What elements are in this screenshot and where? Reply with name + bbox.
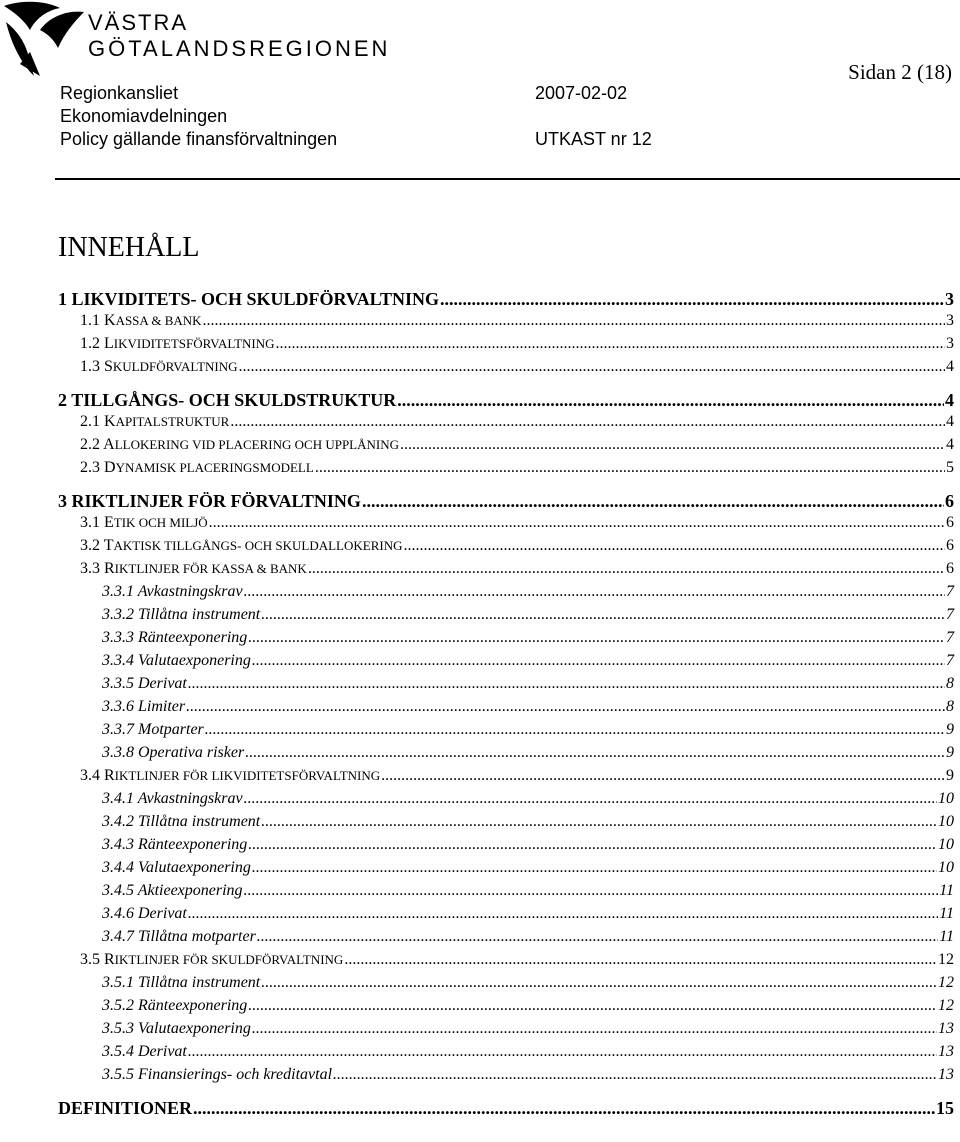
toc-entry-initial: S bbox=[104, 358, 113, 375]
toc-dot-leader bbox=[344, 951, 937, 969]
toc-dot-leader bbox=[252, 652, 945, 670]
toc-entry[interactable] bbox=[58, 997, 954, 1020]
toc-entry[interactable] bbox=[58, 436, 954, 459]
toc-entry-number: 3.2 bbox=[80, 537, 100, 554]
toc-entry-number: 2 bbox=[58, 390, 67, 410]
toc-entry-label bbox=[58, 1098, 192, 1119]
toc-dot-leader bbox=[276, 335, 945, 353]
toc-dot-leader bbox=[248, 997, 937, 1015]
toc-page-number: 12 bbox=[938, 974, 954, 991]
toc-entry-label bbox=[80, 537, 403, 555]
page-number: Sidan 2 (18) bbox=[848, 60, 952, 84]
toc-entry-label bbox=[58, 491, 361, 512]
toc-entry-label bbox=[80, 767, 380, 785]
toc-entry[interactable] bbox=[58, 459, 954, 482]
toc-entry-label bbox=[80, 514, 208, 532]
toc-page-number: 9 bbox=[946, 767, 954, 784]
toc-entry[interactable] bbox=[58, 905, 954, 928]
toc-entry[interactable] bbox=[58, 537, 954, 560]
toc-entry-label bbox=[80, 335, 275, 353]
toc-page-number: 6 bbox=[945, 491, 954, 511]
toc-entry-label: 3.3.8 Operativa risker bbox=[102, 744, 245, 761]
toc-dot-leader bbox=[239, 358, 945, 376]
toc-page-number: 3 bbox=[945, 289, 954, 309]
toc-dot-leader bbox=[188, 1043, 937, 1061]
toc-entry[interactable] bbox=[58, 1020, 954, 1043]
toc-entry-initial: L bbox=[104, 335, 114, 352]
toc-entry[interactable] bbox=[58, 744, 954, 767]
toc-entry-label: 3.3.4 Valutaexponering bbox=[102, 652, 251, 669]
toc-entry-label bbox=[80, 951, 343, 969]
toc-entry[interactable] bbox=[58, 813, 954, 836]
toc-entry-initial: R bbox=[104, 951, 115, 968]
toc-entry-label: 3.3.6 Limiter bbox=[102, 698, 186, 715]
toc-dot-leader bbox=[362, 491, 944, 512]
toc-entry-label bbox=[80, 459, 314, 477]
toc-entry-initial: K bbox=[104, 312, 116, 329]
toc-page-number: 11 bbox=[939, 882, 954, 899]
toc-page-number: 7 bbox=[946, 606, 954, 623]
toc-entry-label: 3.4.2 Tillåtna instrument bbox=[102, 813, 261, 830]
toc-page-number: 11 bbox=[939, 928, 954, 945]
logo-text-line1: VÄSTRA bbox=[88, 10, 189, 35]
toc-entry[interactable] bbox=[58, 928, 954, 951]
toc-entry-number: 3.3 bbox=[80, 560, 100, 577]
toc-dot-leader bbox=[252, 859, 937, 877]
toc-entry[interactable] bbox=[58, 514, 954, 537]
document-date: 2007-02-02 bbox=[535, 83, 628, 103]
toc-entry[interactable] bbox=[58, 583, 954, 606]
toc-dot-leader bbox=[252, 1020, 937, 1038]
toc-entry-label: 3.5.4 Derivat bbox=[102, 1043, 187, 1060]
toc-dot-leader bbox=[244, 882, 939, 900]
toc-entry-label: 3.3.3 Ränteexponering bbox=[102, 629, 248, 646]
toc-entry-label: 3.4.3 Ränteexponering bbox=[102, 836, 248, 853]
toc-dot-leader bbox=[188, 905, 938, 923]
organization-logo bbox=[0, 0, 391, 80]
toc-entry-label bbox=[80, 358, 238, 376]
logo-text-line2: GÖTALANDSREGIONEN bbox=[88, 36, 391, 61]
toc-entry-initial: T bbox=[103, 537, 114, 554]
toc-entry-text: RIKTLINJER FÖR FÖRVALTNING bbox=[71, 491, 361, 511]
toc-entry[interactable] bbox=[58, 358, 954, 381]
toc-entry-text: LIKVIDITETS- OCH SKULDFÖRVALTNING bbox=[71, 289, 439, 309]
toc-dot-leader bbox=[186, 698, 945, 716]
toc-title: INNEHÅLL bbox=[58, 232, 200, 263]
toc-entry[interactable] bbox=[58, 1098, 954, 1121]
toc-entry-number: 2.1 bbox=[80, 413, 100, 430]
toc-entry-label: 3.4.6 Derivat bbox=[102, 905, 187, 922]
toc-dot-leader bbox=[244, 583, 945, 601]
toc-entry[interactable] bbox=[58, 721, 954, 744]
toc-entry-initial: R bbox=[104, 767, 115, 784]
toc-page-number: 10 bbox=[938, 790, 954, 807]
toc-dot-leader bbox=[248, 629, 945, 647]
toc-dot-leader bbox=[404, 537, 946, 555]
toc-entry-smallcaps: LLOKERING VID PLACERING OCH UPPLÅNING bbox=[114, 437, 399, 452]
toc-page-number: 3 bbox=[946, 312, 954, 329]
toc-page-number: 7 bbox=[946, 629, 954, 646]
toc-dot-leader bbox=[261, 974, 937, 992]
toc-entry[interactable] bbox=[58, 335, 954, 358]
toc-entry-smallcaps: TIK OCH MILJÖ bbox=[113, 515, 208, 530]
toc-entry[interactable] bbox=[58, 859, 954, 882]
toc-entry-label: 3.3.2 Tillåtna instrument bbox=[102, 606, 261, 623]
toc-entry-smallcaps: IKTLINJER FÖR KASSA & BANK bbox=[114, 561, 307, 576]
toc-entry-smallcaps: AKTISK TILLGÅNGS- OCH SKULDALLOKERING bbox=[113, 538, 403, 553]
toc-dot-leader bbox=[381, 767, 945, 785]
toc-entry-label: 3.4.4 Valutaexponering bbox=[102, 859, 251, 876]
toc-entry-initial: K bbox=[104, 413, 116, 430]
toc-entry[interactable] bbox=[58, 790, 954, 813]
toc-page-number: 4 bbox=[945, 390, 954, 410]
toc-page-number: 15 bbox=[936, 1098, 954, 1118]
toc-entry-smallcaps: IKTLINJER FÖR LIKVIDITETSFÖRVALTNING bbox=[114, 768, 381, 783]
toc-entry[interactable] bbox=[58, 1043, 954, 1066]
toc-page-number: 6 bbox=[946, 560, 954, 577]
toc-entry-number: 3.5 bbox=[80, 951, 100, 968]
toc-entry-smallcaps: APITALSTRUKTUR bbox=[115, 414, 230, 429]
table-of-contents bbox=[58, 280, 954, 1121]
toc-entry-label: 3.3.5 Derivat bbox=[102, 675, 187, 692]
toc-entry[interactable] bbox=[58, 413, 954, 436]
toc-entry-label: 3.5.1 Tillåtna instrument bbox=[102, 974, 261, 991]
toc-entry-smallcaps: YNAMISK PLACERINGSMODELL bbox=[115, 460, 314, 475]
toc-page-number: 10 bbox=[938, 813, 954, 830]
toc-entry[interactable] bbox=[58, 390, 954, 413]
toc-entry-label bbox=[80, 436, 399, 454]
toc-page-number: 4 bbox=[946, 413, 954, 430]
toc-dot-leader bbox=[333, 1066, 937, 1084]
toc-page-number: 7 bbox=[946, 652, 954, 669]
toc-dot-leader bbox=[209, 514, 945, 532]
toc-page-number: 11 bbox=[939, 905, 954, 922]
toc-dot-leader bbox=[245, 744, 945, 762]
org-line3: Policy gällande finansförvaltningen bbox=[60, 129, 338, 149]
toc-entry-text: DEFINITIONER bbox=[58, 1098, 193, 1118]
toc-page-number: 9 bbox=[946, 721, 954, 738]
toc-entry[interactable] bbox=[58, 675, 954, 698]
toc-entry-label bbox=[80, 560, 307, 578]
draft-label: UTKAST nr 12 bbox=[535, 129, 652, 149]
toc-dot-leader bbox=[440, 289, 944, 310]
toc-page-number: 4 bbox=[946, 358, 954, 375]
toc-entry-label bbox=[80, 312, 202, 330]
toc-page-number: 10 bbox=[938, 836, 954, 853]
toc-entry[interactable] bbox=[58, 882, 954, 905]
toc-entry[interactable] bbox=[58, 698, 954, 721]
toc-entry-label: 3.5.3 Valutaexponering bbox=[102, 1020, 251, 1037]
org-line1: Regionkansliet bbox=[60, 83, 179, 103]
toc-page-number: 9 bbox=[946, 744, 954, 761]
toc-dot-leader bbox=[400, 436, 945, 454]
toc-page-number: 6 bbox=[946, 514, 954, 531]
toc-entry-number: 1.2 bbox=[80, 335, 100, 352]
toc-dot-leader bbox=[308, 560, 945, 578]
toc-entry-number: 3 bbox=[58, 491, 67, 511]
toc-entry[interactable] bbox=[58, 629, 954, 652]
org-line2: Ekonomiavdelningen bbox=[60, 106, 228, 126]
toc-entry-number: 2.2 bbox=[80, 436, 100, 453]
toc-entry-label bbox=[58, 390, 396, 411]
toc-page-number: 10 bbox=[938, 859, 954, 876]
toc-entry-label: 3.5.2 Ränteexponering bbox=[102, 997, 248, 1014]
toc-page-number: 12 bbox=[938, 951, 954, 968]
toc-entry-initial: R bbox=[104, 560, 115, 577]
toc-entry-smallcaps: KULDFÖRVALTNING bbox=[112, 359, 238, 374]
toc-entry[interactable] bbox=[58, 836, 954, 859]
toc-page-number: 8 bbox=[946, 698, 954, 715]
toc-entry-text: TILLGÅNGS- OCH SKULDSTRUKTUR bbox=[71, 390, 397, 410]
toc-page-number: 12 bbox=[938, 997, 954, 1014]
toc-entry-initial: A bbox=[103, 436, 115, 453]
toc-page-number: 6 bbox=[946, 537, 954, 554]
toc-page-number: 7 bbox=[946, 583, 954, 600]
toc-entry-number: 3.1 bbox=[80, 514, 100, 531]
toc-entry-initial: D bbox=[104, 459, 116, 476]
toc-entry-number: 3.4 bbox=[80, 767, 100, 784]
toc-entry-number: 1.3 bbox=[80, 358, 100, 375]
header-divider bbox=[55, 178, 960, 180]
toc-dot-leader bbox=[315, 459, 945, 477]
toc-entry[interactable] bbox=[58, 1066, 954, 1089]
toc-page-number: 3 bbox=[946, 335, 954, 352]
toc-entry[interactable] bbox=[58, 491, 954, 514]
toc-entry-label bbox=[58, 289, 439, 310]
toc-page-number: 5 bbox=[946, 459, 954, 476]
toc-dot-leader bbox=[261, 606, 945, 624]
toc-entry-label: 3.4.1 Avkastningskrav bbox=[102, 790, 243, 807]
toc-entry[interactable] bbox=[58, 289, 954, 312]
toc-entry-smallcaps: IKTLINJER FÖR SKULDFÖRVALTNING bbox=[114, 952, 344, 967]
toc-entry-number: 2.3 bbox=[80, 459, 100, 476]
toc-entry-label bbox=[80, 413, 229, 431]
toc-dot-leader bbox=[397, 390, 944, 411]
toc-entry[interactable] bbox=[58, 652, 954, 675]
toc-page-number: 8 bbox=[946, 675, 954, 692]
toc-dot-leader bbox=[257, 928, 938, 946]
toc-entry-smallcaps: ASSA & BANK bbox=[115, 313, 202, 328]
toc-entry[interactable] bbox=[58, 560, 954, 583]
toc-dot-leader bbox=[203, 312, 945, 330]
toc-entry-smallcaps: IKVIDITETSFÖRVALTNING bbox=[113, 336, 275, 351]
toc-entry-label: 3.3.1 Avkastningskrav bbox=[102, 583, 243, 600]
toc-entry[interactable] bbox=[58, 951, 954, 974]
toc-dot-leader bbox=[261, 813, 937, 831]
toc-entry[interactable] bbox=[58, 767, 954, 790]
toc-dot-leader bbox=[188, 675, 945, 693]
toc-page-number: 13 bbox=[938, 1043, 954, 1060]
toc-entry[interactable] bbox=[58, 606, 954, 629]
toc-page-number: 13 bbox=[938, 1066, 954, 1083]
toc-dot-leader bbox=[230, 413, 945, 431]
toc-entry-initial: E bbox=[104, 514, 114, 531]
toc-entry-label: 3.4.7 Tillåtna motparter bbox=[102, 928, 256, 945]
toc-dot-leader bbox=[205, 721, 945, 739]
region-logo-icon bbox=[0, 0, 86, 78]
toc-entry[interactable] bbox=[58, 974, 954, 997]
toc-entry[interactable] bbox=[58, 312, 954, 335]
toc-dot-leader bbox=[244, 790, 937, 808]
toc-entry-label: 3.5.5 Finansierings- och kreditavtal bbox=[102, 1066, 333, 1083]
toc-entry-label: 3.4.5 Aktieexponering bbox=[102, 882, 243, 899]
toc-page-number: 4 bbox=[946, 436, 954, 453]
toc-dot-leader bbox=[248, 836, 937, 854]
toc-page-number: 13 bbox=[938, 1020, 954, 1037]
toc-entry-label: 3.3.7 Motparter bbox=[102, 721, 204, 738]
toc-entry-number: 1 bbox=[58, 289, 67, 309]
toc-entry-number: 1.1 bbox=[80, 312, 100, 329]
toc-dot-leader bbox=[193, 1098, 935, 1119]
